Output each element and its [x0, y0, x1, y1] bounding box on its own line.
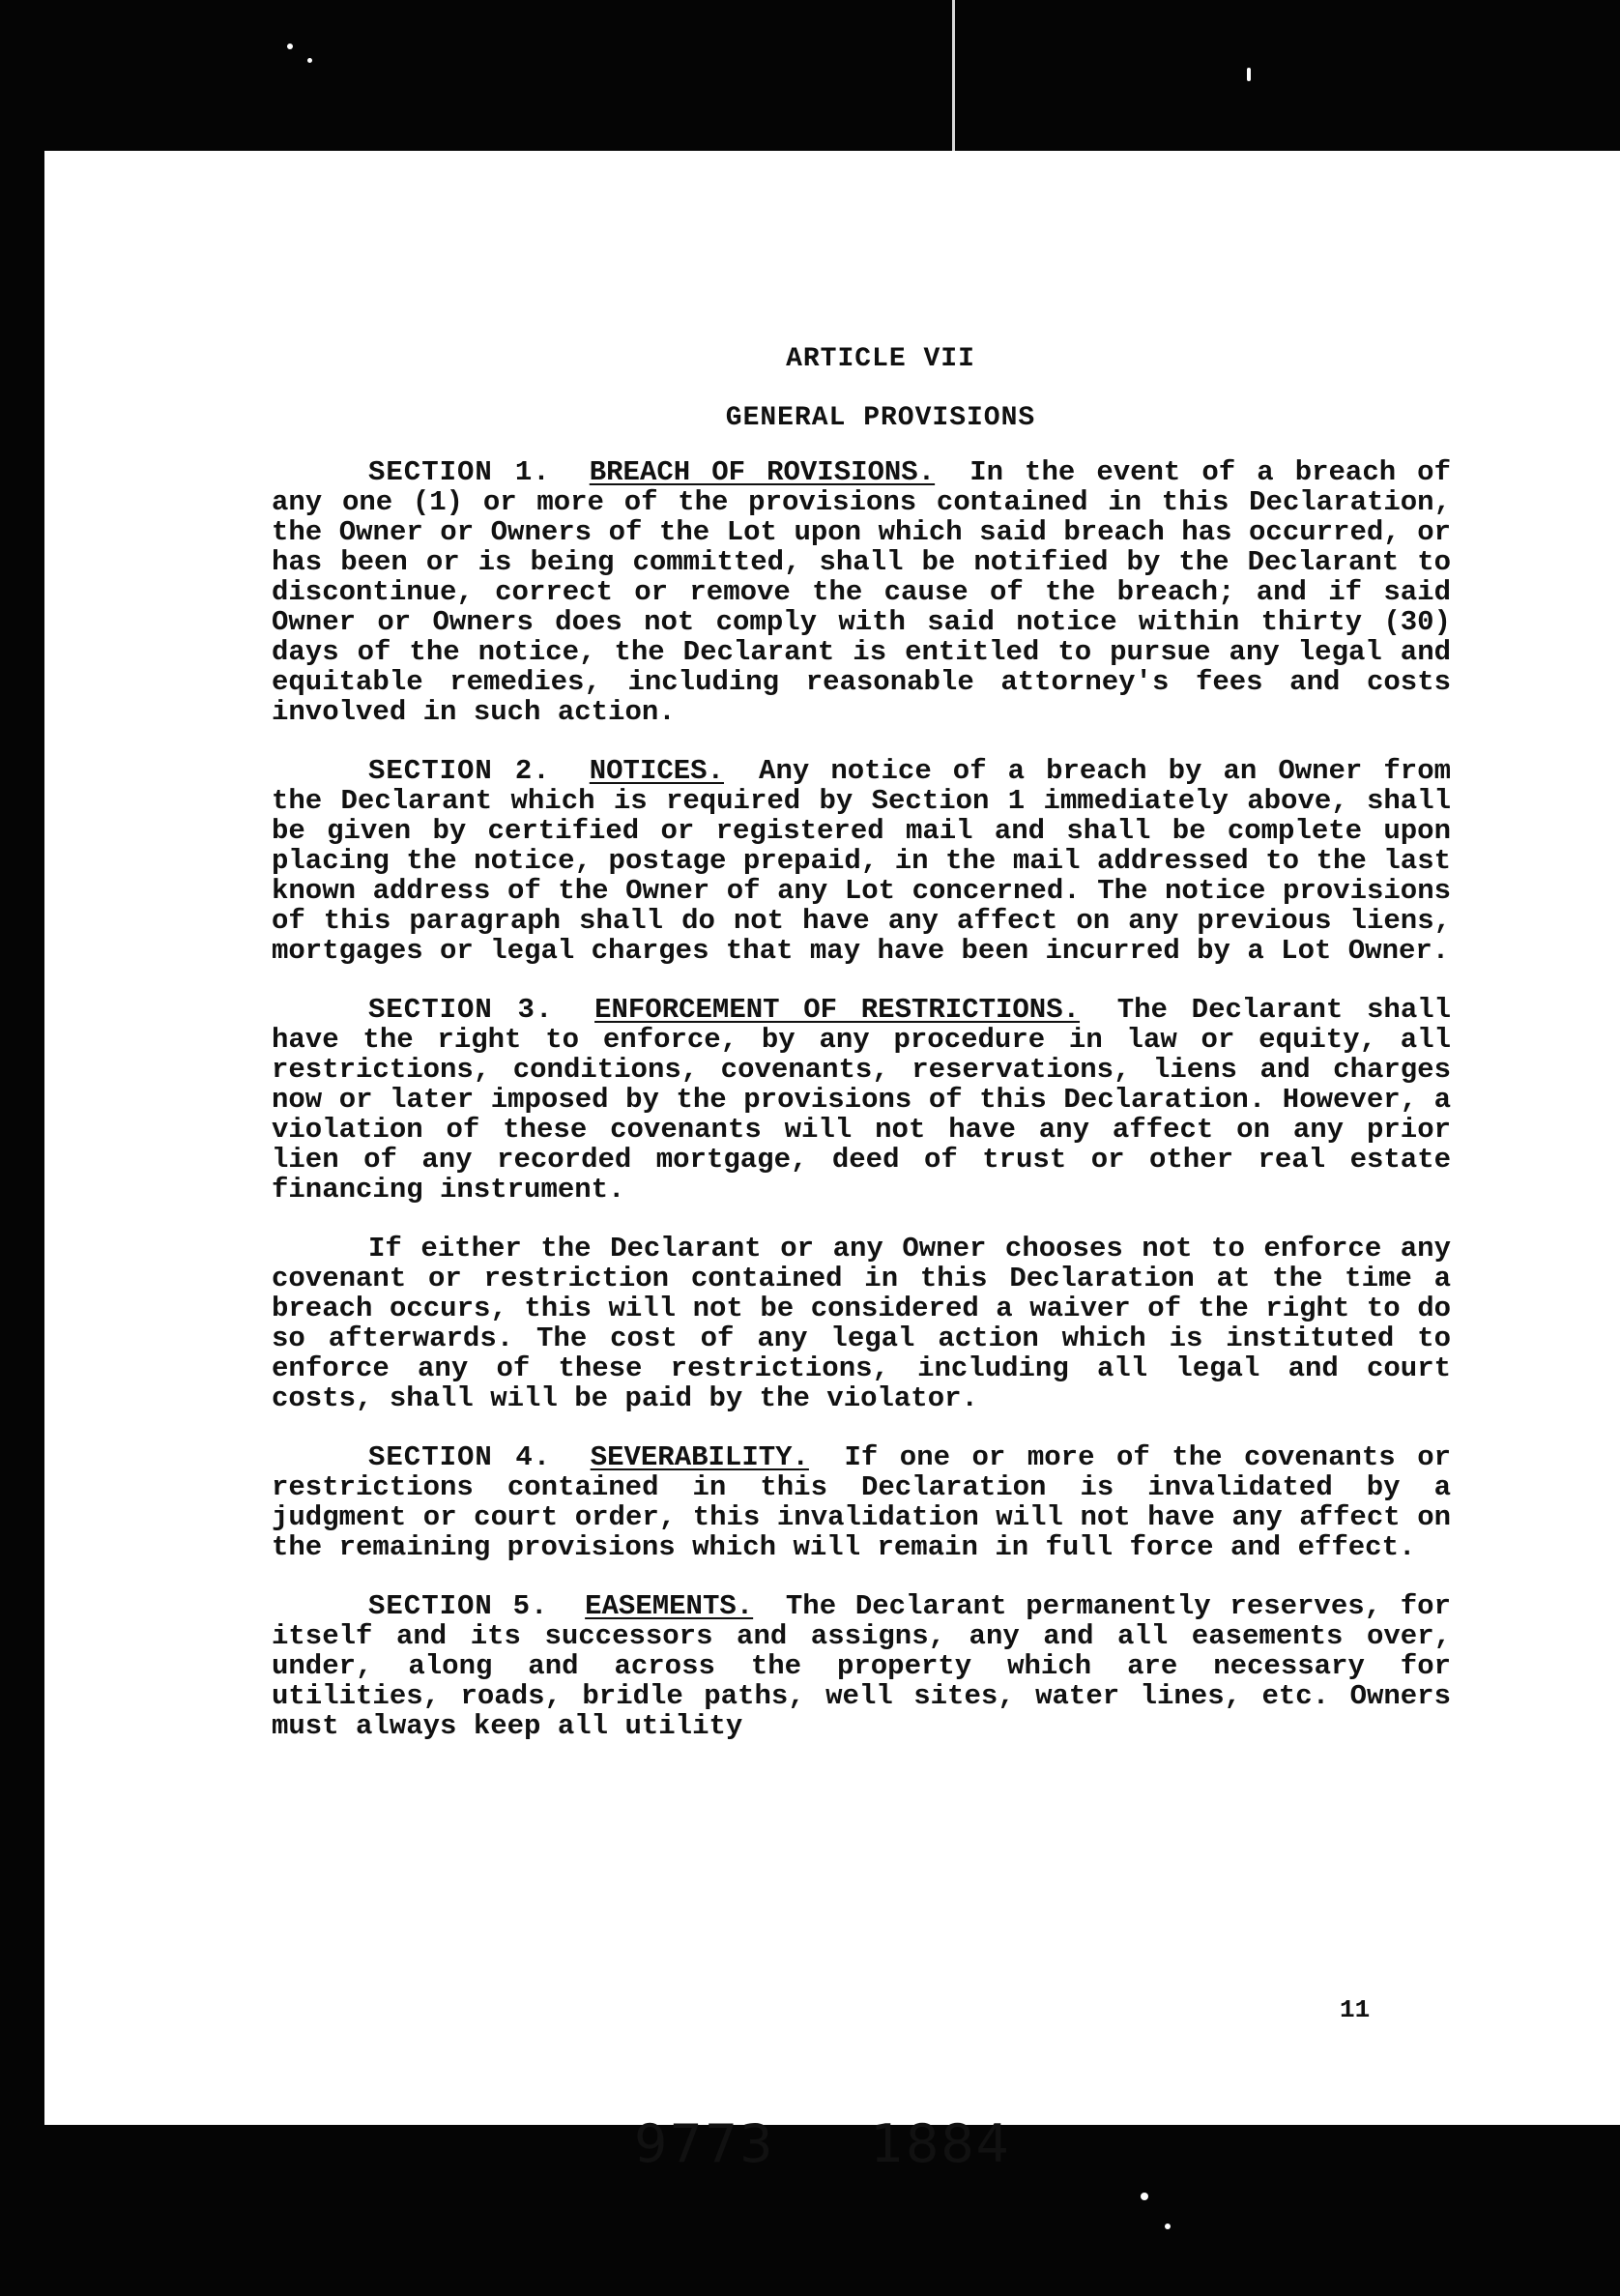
section-label: SECTION 1. — [368, 456, 551, 488]
scan-line — [952, 0, 955, 151]
section-label: SECTION 4. — [368, 1441, 552, 1473]
recording-stamp — [634, 2113, 1088, 2174]
document-body — [272, 344, 1451, 1770]
scan-speck — [307, 58, 312, 63]
section-3-continued — [272, 1234, 1451, 1413]
section-3 — [272, 995, 1451, 1205]
section-label: SECTION 2. — [368, 755, 551, 787]
section-text: If either the Declarant or any Owner chooses not to enforce any covenant or restriction contained in this Declaration at the time a breach occurs, this will not be considered a waiver of the right to do so afterwards. The cost of any legal action which is instituted to enforce any of these restrictions, including all legal and court costs, shall will be paid by the violator. — [272, 1233, 1451, 1414]
section-5 — [272, 1591, 1451, 1741]
scan-speck — [1141, 2193, 1148, 2200]
section-label: SECTION 5. — [368, 1590, 549, 1622]
section-4 — [272, 1442, 1451, 1562]
section-heading: EASEMENTS. — [585, 1590, 754, 1622]
section-text: The Declarant shall have the right to enforce, by any procedure in law or equity, all restrictions, conditions, covenants, reservations, liens and charges now or later imposed by the provisions of this Declaration. However, a violation of these covenants will not have any affect on any prior lien of any recorded mortgage, deed of trust or other real estate financing instrument. — [272, 994, 1452, 1206]
section-heading: SEVERABILITY. — [590, 1441, 809, 1473]
stamp-page-number: 1884 — [870, 2113, 1012, 2174]
scan-speck — [1165, 2223, 1171, 2229]
document-page — [44, 151, 1620, 2174]
scan-speck — [287, 44, 293, 49]
section-heading: BREACH OF ROVISIONS. — [589, 456, 936, 488]
section-text: The Declarant permanently reserves, for itself and its successors and assigns, any and all easements over, under, along and across the property which are necessary for utilities, roads, bridle paths, well sites, water lines, etc. Owners must always keep all utility — [272, 1590, 1451, 1742]
section-heading: ENFORCEMENT OF RESTRICTIONS. — [594, 994, 1081, 1026]
section-1 — [272, 457, 1451, 727]
section-text: If one or more of the covenants or restrictions contained in this Declaration is invalidated by a judgment or court order, this invalidation will not have any affect on the remaining provisions which will remain in full force and effect. — [272, 1441, 1452, 1563]
article-title: ARTICLE VII — [786, 344, 975, 374]
page-number: 11 — [1340, 1995, 1371, 2024]
section-2 — [272, 756, 1451, 966]
section-heading: NOTICES. — [589, 755, 724, 787]
scan-speck — [1247, 68, 1251, 81]
article-subtitle: GENERAL PROVISIONS — [725, 403, 1036, 433]
section-label: SECTION 3. — [368, 994, 554, 1026]
stamp-book-number: 9773 — [634, 2113, 775, 2174]
section-text: Any notice of a breach by an Owner from the Declarant which is required by Section 1 immediately above, shall be given by certified or registered mail and shall be complete upon placing the notice, postage prepaid, in the mail addressed to the last known address of the Owner of any Lot concerned. The notice provisions of this paragraph shall do not have any affect on any previous liens, mortgages or legal charges that may have been incurred by a Lot Owner. — [272, 755, 1451, 967]
section-text: In the event of a breach of any one (1) or more of the provisions contained in this Declaration, the Owner or Owners of the Lot upon which said breach has occurred, or has been or is being committed, shall be notified by the Declarant to discontinue, correct or remove the cause of the breach; and if said Owner or Owners does not comply with said notice within thirty (30) days of the notice, the Declarant is entitled to pursue any legal and equitable remedies, including reasonable attorney's fees and costs involved in such action. — [272, 456, 1451, 728]
